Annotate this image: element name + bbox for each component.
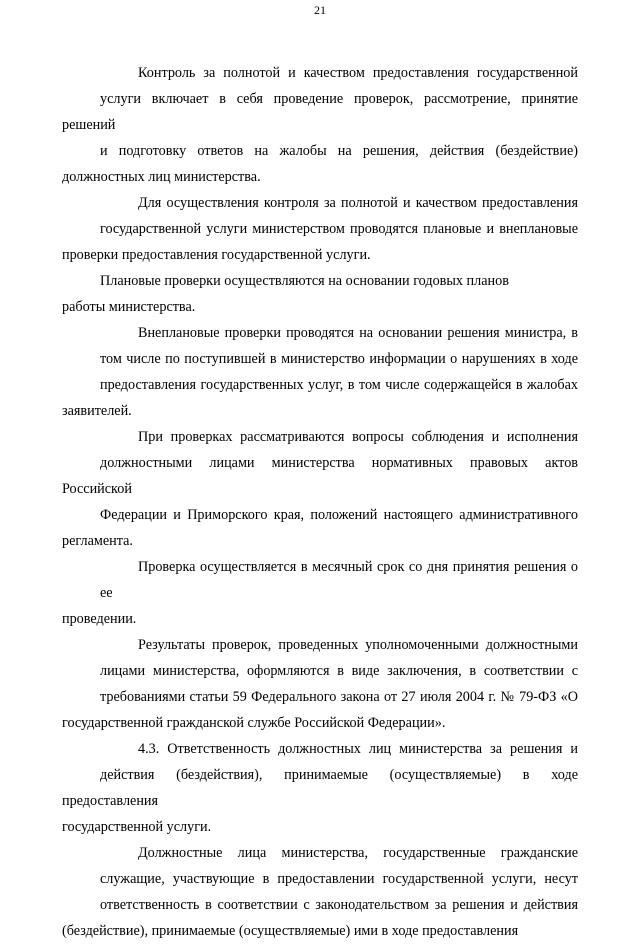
paragraph xyxy=(62,190,578,268)
text-line: Контроль за полнотой и качеством предоставления государственной xyxy=(138,65,578,81)
text-line: Плановые проверки осуществляются на основании годовых планов xyxy=(100,273,509,289)
paragraph xyxy=(62,424,578,554)
text-line: Должностные лица министерства, государственные гражданские xyxy=(138,845,578,861)
text-line: 4.3. Ответственность должностных лиц министерства за решения и xyxy=(138,741,578,757)
text-line: должностных лиц министерства. xyxy=(62,169,261,185)
text-line: должностными лицами министерства нормативных правовых актов Российской xyxy=(62,455,578,497)
text-line: предоставления государственных услуг, в том числе содержащейся в жалобах xyxy=(100,377,578,393)
text-line: и подготовку ответов на жалобы на решения, действия (бездействие) xyxy=(100,143,578,159)
paragraph xyxy=(62,60,578,190)
text-line: работы министерства. xyxy=(62,299,196,315)
text-line: заявителей. xyxy=(62,403,132,419)
paragraph xyxy=(62,736,578,840)
document-body xyxy=(62,60,578,944)
paragraph xyxy=(62,268,578,320)
text-line: При проверках рассматриваются вопросы соблюдения и исполнения xyxy=(138,429,578,445)
text-line: государственной гражданской службе Российской Федерации». xyxy=(62,715,446,731)
page-number: 21 xyxy=(314,3,326,17)
text-line: лицами министерства, оформляются в виде заключения, в соответствии с xyxy=(100,663,578,679)
text-line: проведении. xyxy=(62,611,137,627)
paragraph xyxy=(62,320,578,424)
text-line: Результаты проверок, проведенных уполномоченными должностными xyxy=(138,637,578,653)
text-line: (бездействие), принимаемые (осуществляемые) ими в ходе предоставления xyxy=(62,923,519,939)
paragraph xyxy=(62,840,578,944)
text-line: проверки предоставления государственной услуги. xyxy=(62,247,371,263)
text-line: Внеплановые проверки проводятся на основании решения министра, в xyxy=(138,325,578,341)
text-line: Федерации и Приморского края, положений настоящего административного xyxy=(100,507,578,523)
text-line: государственной услуги министерством проводятся плановые и внеплановые xyxy=(100,221,578,237)
paragraph xyxy=(62,554,578,632)
text-line: ответственность в соответствии с законодательством за решения и действия xyxy=(100,897,578,913)
text-line: том числе по поступившей в министерство информации о нарушениях в ходе xyxy=(100,351,578,367)
text-line: Проверка осуществляется в месячный срок со дня принятия решения о ее xyxy=(100,559,578,601)
text-line: требованиями статьи 59 Федерального закона от 27 июля 2004 г. № 79-ФЗ «О xyxy=(100,689,578,705)
text-line: услуги включает в себя проведение проверок, рассмотрение, принятие решений xyxy=(62,91,578,133)
paragraph xyxy=(62,632,578,736)
text-line: регламента. xyxy=(62,533,133,549)
text-line: государственной услуги. xyxy=(62,819,212,835)
text-line: служащие, участвующие в предоставлении государственной услуги, несут xyxy=(100,871,578,887)
text-line: действия (бездействия), принимаемые (осуществляемые) в ходе предоставления xyxy=(62,767,578,809)
text-line: Для осуществления контроля за полнотой и качеством предоставления xyxy=(138,195,578,211)
